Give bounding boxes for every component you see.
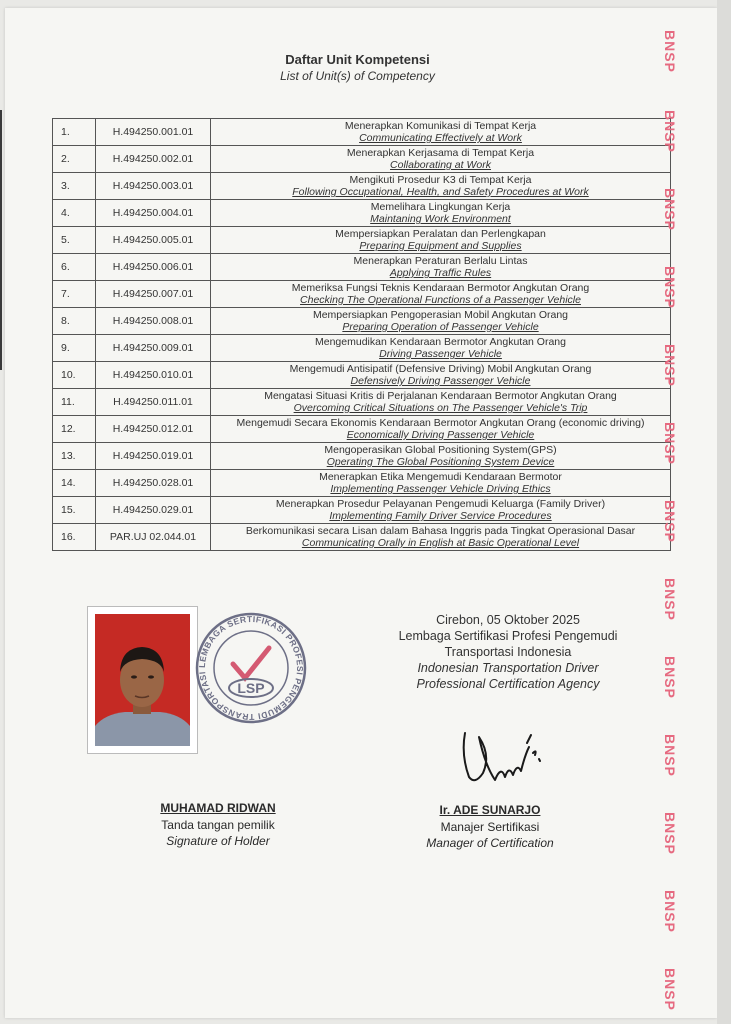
table-row xyxy=(53,200,671,227)
unit-title-en: Overcoming Critical Situations on The Passenger Vehicle's Trip xyxy=(293,402,588,414)
unit-title-en: Following Occupational, Health, and Safety Procedures at Work xyxy=(292,186,589,198)
unit-title xyxy=(211,470,671,497)
table-row xyxy=(53,173,671,200)
unit-title-id: Mempersiapkan Pengoperasian Mobil Angkutan Orang xyxy=(312,309,569,321)
place-date: Cirebon, 05 Oktober 2025 xyxy=(436,613,580,627)
unit-number: 1. xyxy=(53,119,96,146)
unit-code: H.494250.029.01 xyxy=(96,497,211,524)
unit-title-en: Implementing Passenger Vehicle Driving Ethics xyxy=(330,483,551,495)
unit-number: 16. xyxy=(53,524,96,551)
unit-number: 11. xyxy=(53,389,96,416)
bnsp-watermark: BNSP xyxy=(662,500,678,543)
unit-title xyxy=(211,254,671,281)
unit-title xyxy=(211,146,671,173)
unit-title xyxy=(211,227,671,254)
org-name-en-1: Indonesian Transportation Driver xyxy=(417,661,599,675)
unit-title xyxy=(211,119,671,146)
unit-title xyxy=(211,335,671,362)
unit-code: H.494250.012.01 xyxy=(96,416,211,443)
manager-role-id: Manajer Sertifikasi xyxy=(440,820,540,834)
unit-title-en: Communicating Orally in English at Basic Operational Level xyxy=(301,537,580,549)
unit-number: 13. xyxy=(53,443,96,470)
unit-title-en: Maintaning Work Environment xyxy=(370,213,511,225)
bnsp-watermark: BNSP xyxy=(662,656,678,699)
unit-code: PAR.UJ 02.044.01 xyxy=(96,524,211,551)
unit-title-en: Checking The Operational Functions of a Passenger Vehicle xyxy=(300,294,581,306)
unit-code: H.494250.006.01 xyxy=(96,254,211,281)
svg-text:LEMBAGA SERTIFIKASI PROFESI PE: LEMBAGA SERTIFIKASI PROFESI PENGEMUDI TRANSPORTASI xyxy=(196,613,306,723)
unit-code: H.494250.019.01 xyxy=(96,443,211,470)
bnsp-watermark: BNSP xyxy=(662,188,678,231)
bnsp-watermark: BNSP xyxy=(662,344,678,387)
manager-role-en: Manager of Certification xyxy=(426,836,554,850)
portrait xyxy=(95,614,190,746)
holder-role-en: Signature of Holder xyxy=(166,834,270,848)
unit-title-id: Mengoperasikan Global Positioning System(GPS) xyxy=(324,444,557,456)
unit-title-en: Preparing Equipment and Supplies xyxy=(359,240,522,252)
lsp-stamp xyxy=(195,612,307,724)
unit-code: H.494250.005.01 xyxy=(96,227,211,254)
org-name-id-1: Lembaga Sertifikasi Profesi Pengemudi xyxy=(398,629,618,643)
table-row xyxy=(53,146,671,173)
unit-title-en: Collaborating at Work xyxy=(390,159,491,171)
unit-title-id: Memelihara Lingkungan Kerja xyxy=(370,201,511,213)
table-row xyxy=(53,227,671,254)
unit-title-en: Applying Traffic Rules xyxy=(389,267,492,279)
unit-title xyxy=(211,281,671,308)
manager-name: Ir. ADE SUNARJO xyxy=(439,803,541,817)
unit-number: 5. xyxy=(53,227,96,254)
bnsp-watermark: BNSP xyxy=(662,30,678,73)
unit-title-id: Mengemudikan Kendaraan Bermotor Angkutan Orang xyxy=(315,336,566,348)
bnsp-watermark: BNSP xyxy=(662,968,678,1011)
table-row xyxy=(53,470,671,497)
unit-title-en: Driving Passenger Vehicle xyxy=(379,348,502,360)
table-row xyxy=(53,497,671,524)
bnsp-watermark: BNSP xyxy=(662,422,678,465)
unit-title-id: Menerapkan Prosedur Pelayanan Pengemudi Keluarga (Family Driver) xyxy=(275,498,606,510)
unit-title-id: Menerapkan Komunikasi di Tempat Kerja xyxy=(344,120,537,132)
unit-number: 3. xyxy=(53,173,96,200)
unit-title xyxy=(211,389,671,416)
unit-number: 4. xyxy=(53,200,96,227)
page-subtitle: List of Unit(s) of Competency xyxy=(280,69,435,83)
bnsp-watermark: BNSP xyxy=(662,812,678,855)
table-row xyxy=(53,281,671,308)
table-row xyxy=(53,524,671,551)
unit-code: H.494250.008.01 xyxy=(96,308,211,335)
unit-number: 14. xyxy=(53,470,96,497)
unit-number: 10. xyxy=(53,362,96,389)
unit-number: 8. xyxy=(53,308,96,335)
unit-code: H.494250.004.01 xyxy=(96,200,211,227)
table-row xyxy=(53,443,671,470)
unit-title xyxy=(211,308,671,335)
unit-title-en: Defensively Driving Passenger Vehicle xyxy=(350,375,531,387)
unit-title-id: Menerapkan Kerjasama di Tempat Kerja xyxy=(346,147,535,159)
unit-code: H.494250.010.01 xyxy=(96,362,211,389)
manager-signature xyxy=(455,725,545,795)
unit-number: 2. xyxy=(53,146,96,173)
unit-title-id: Mengikuti Prosedur K3 di Tempat Kerja xyxy=(349,174,532,186)
unit-number: 15. xyxy=(53,497,96,524)
unit-title-en: Implementing Family Driver Service Procedures xyxy=(329,510,552,522)
unit-code: H.494250.002.01 xyxy=(96,146,211,173)
unit-code: H.494250.007.01 xyxy=(96,281,211,308)
table-row xyxy=(53,335,671,362)
bnsp-watermark: BNSP xyxy=(662,110,678,153)
holder-role-id: Tanda tangan pemilik xyxy=(161,818,275,832)
table-row xyxy=(53,416,671,443)
unit-title xyxy=(211,362,671,389)
unit-title-en: Preparing Operation of Passenger Vehicle xyxy=(342,321,539,333)
table-row xyxy=(53,119,671,146)
unit-title xyxy=(211,443,671,470)
table-row xyxy=(53,254,671,281)
unit-title xyxy=(211,497,671,524)
unit-title-id: Menerapkan Peraturan Berlalu Lintas xyxy=(353,255,528,267)
unit-title-en: Operating The Global Positioning System Device xyxy=(326,456,555,468)
unit-title xyxy=(211,524,671,551)
unit-number: 12. xyxy=(53,416,96,443)
bnsp-watermark: BNSP xyxy=(662,734,678,777)
unit-number: 9. xyxy=(53,335,96,362)
bnsp-watermark: BNSP xyxy=(662,578,678,621)
unit-title-en: Economically Driving Passenger Vehicle xyxy=(346,429,535,441)
unit-title-id: Menerapkan Etika Mengemudi Kendaraan Bermotor xyxy=(319,471,562,483)
unit-title xyxy=(211,200,671,227)
unit-title-id: Mengemudi Secara Ekonomis Kendaraan Bermotor Angkutan Orang (economic driving) xyxy=(236,417,645,429)
org-name-id-2: Transportasi Indonesia xyxy=(444,645,572,659)
competency-table xyxy=(52,118,671,551)
unit-title-en: Communicating Effectively at Work xyxy=(359,132,522,144)
holder-name: MUHAMAD RIDWAN xyxy=(160,801,276,815)
unit-title-id: Berkomunikasi secara Lisan dalam Bahasa Inggris pada Tingkat Operasional Dasar xyxy=(245,525,636,537)
unit-number: 6. xyxy=(53,254,96,281)
issuance-block xyxy=(368,612,648,692)
unit-title-id: Mengemudi Antisipatif (Defensive Driving) Mobil Angkutan Orang xyxy=(289,363,592,375)
bnsp-watermark: BNSP xyxy=(662,890,678,933)
unit-title xyxy=(211,416,671,443)
unit-code: H.494250.011.01 xyxy=(96,389,211,416)
table-row xyxy=(53,362,671,389)
unit-code: H.494250.003.01 xyxy=(96,173,211,200)
table-row xyxy=(53,389,671,416)
unit-title-id: Mempersiapkan Peralatan dan Perlengkapan xyxy=(335,228,546,240)
binding-mark xyxy=(0,110,2,370)
unit-title-id: Mengatasi Situasi Kritis di Perjalanan Kendaraan Bermotor Angkutan Orang xyxy=(264,390,617,402)
unit-number: 7. xyxy=(53,281,96,308)
bnsp-watermark: BNSP xyxy=(662,266,678,309)
unit-code: H.494250.009.01 xyxy=(96,335,211,362)
page-title: Daftar Unit Kompetensi xyxy=(285,52,430,67)
unit-title xyxy=(211,173,671,200)
unit-title-id: Memeriksa Fungsi Teknis Kendaraan Bermotor Angkutan Orang xyxy=(291,282,590,294)
page-edge xyxy=(717,0,731,1024)
svg-text:LSP: LSP xyxy=(237,680,265,696)
unit-code: H.494250.001.01 xyxy=(96,119,211,146)
table-row xyxy=(53,308,671,335)
holder-photo xyxy=(87,606,198,754)
unit-code: H.494250.028.01 xyxy=(96,470,211,497)
org-name-en-2: Professional Certification Agency xyxy=(416,677,600,691)
